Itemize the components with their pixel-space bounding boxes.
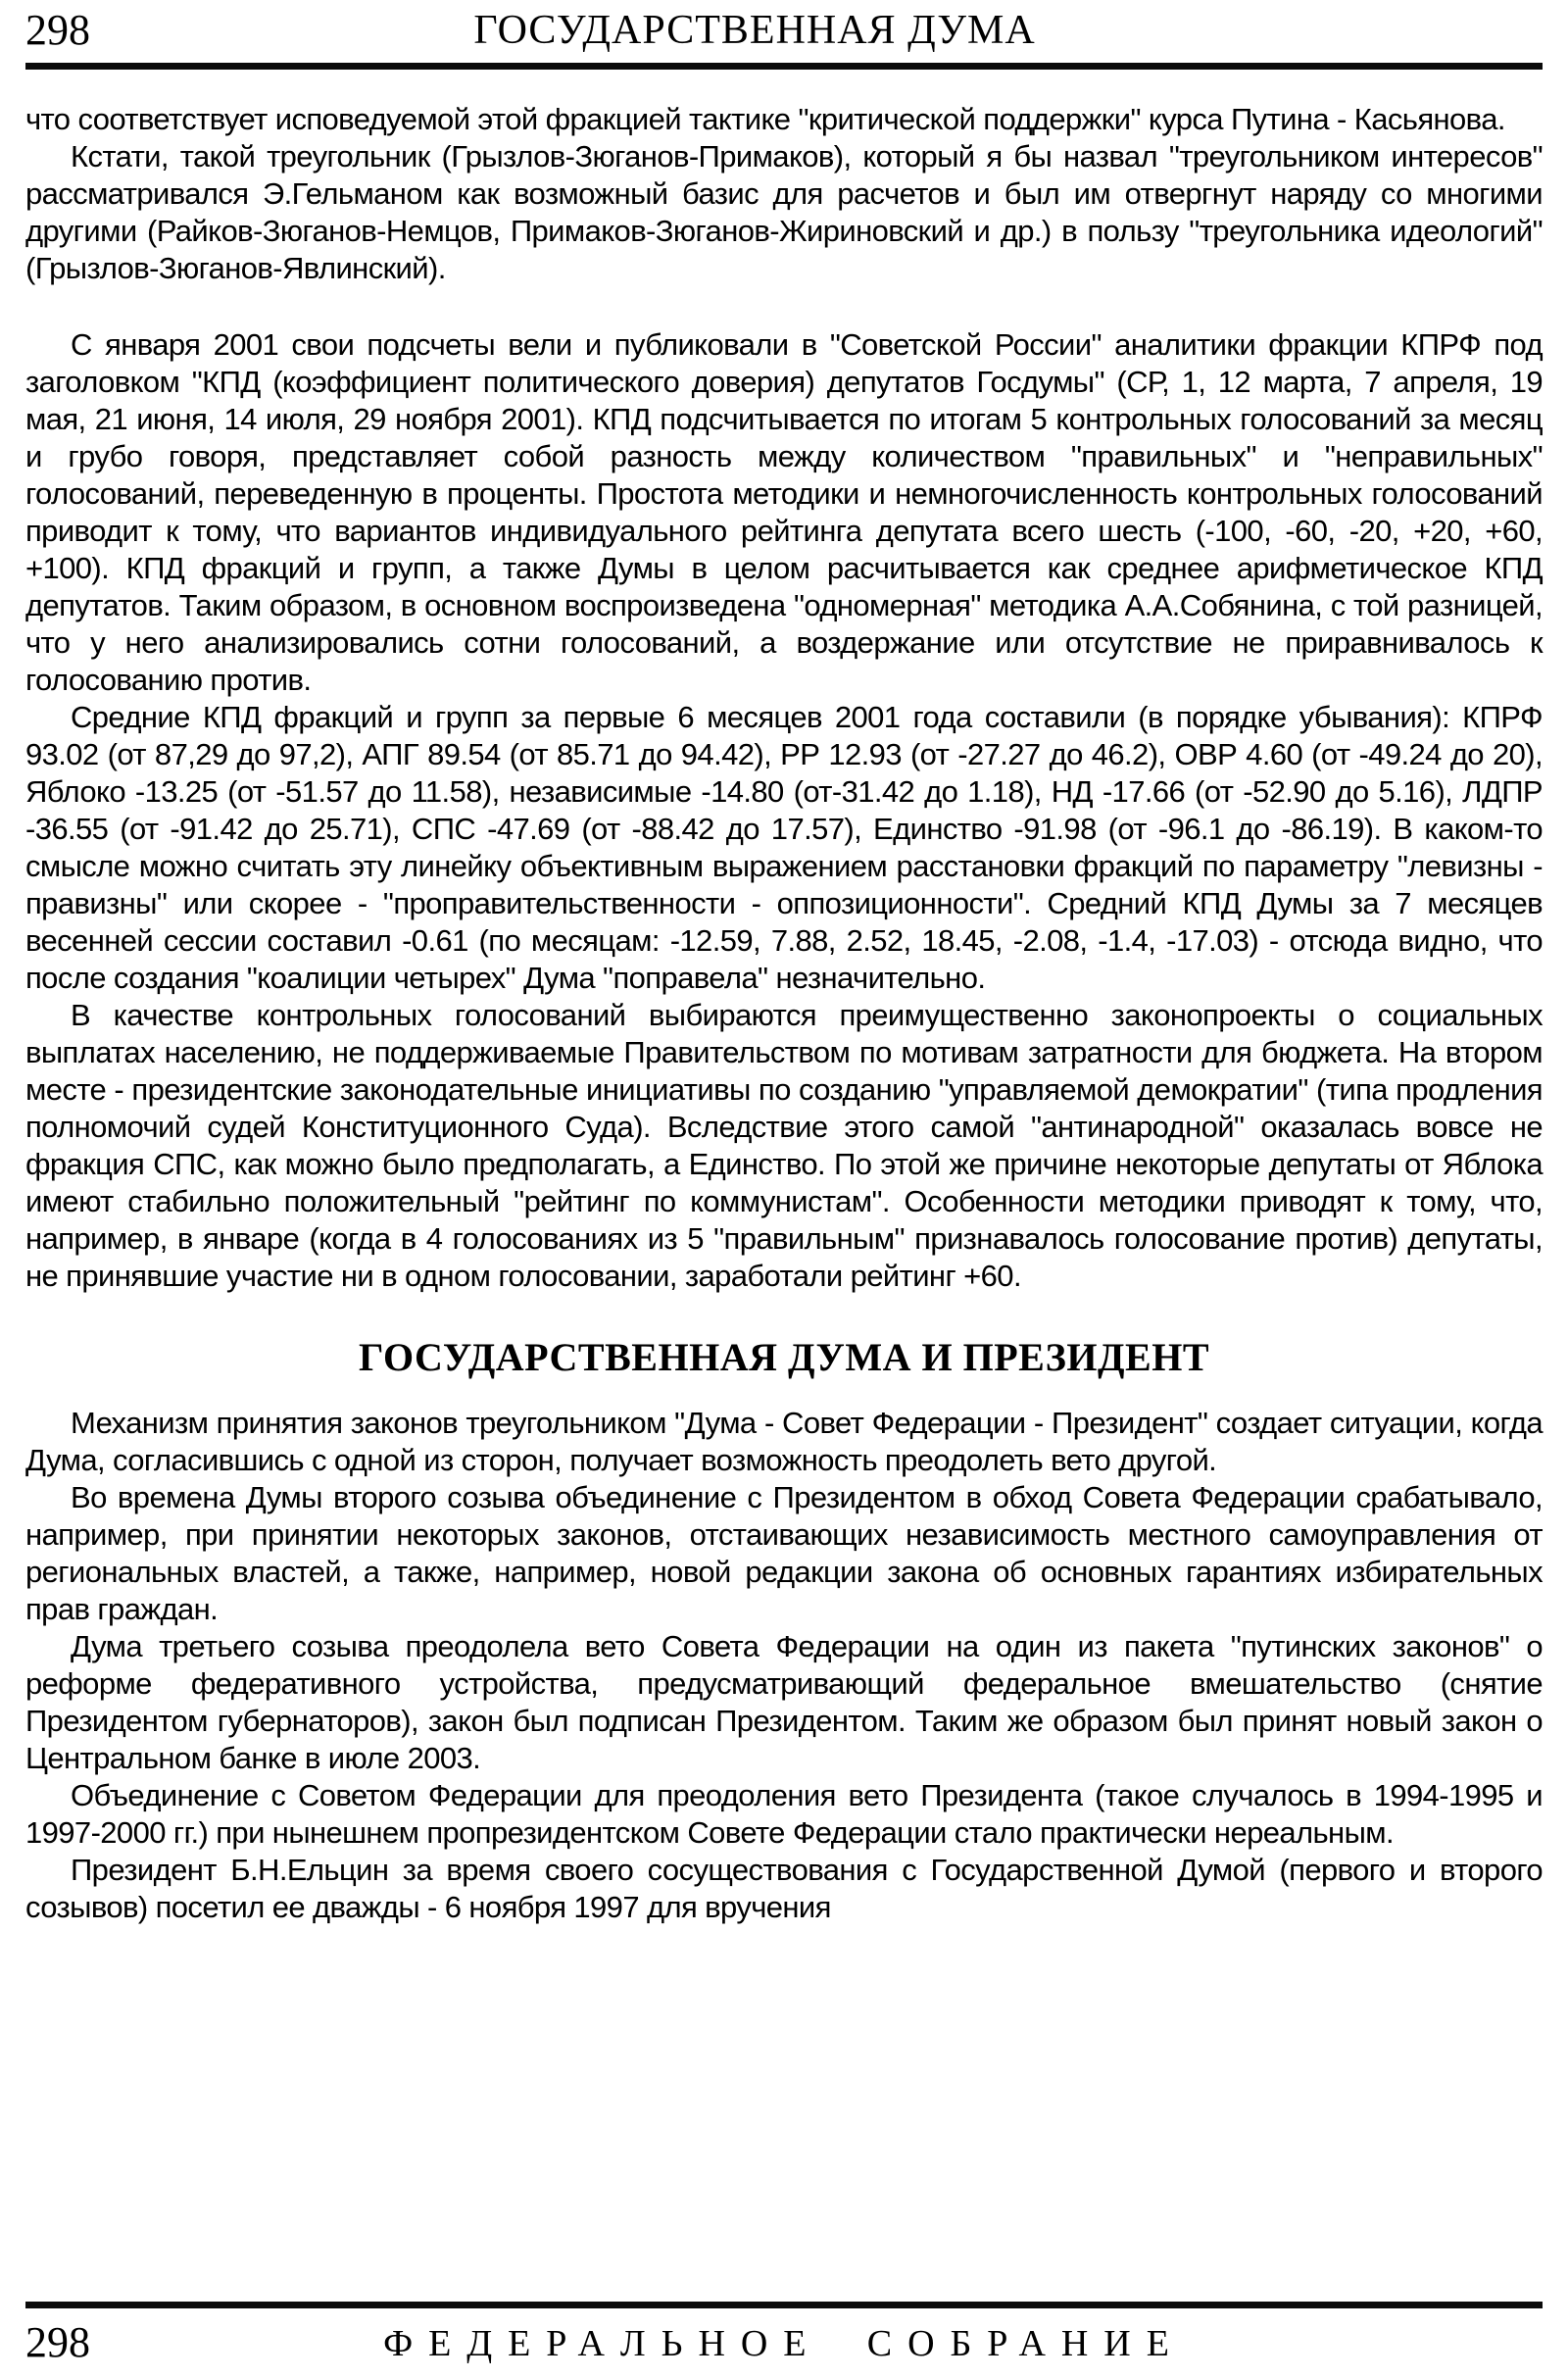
body-paragraph: С января 2001 свои подсчеты вели и публиковали в "Советской России" аналитики фракции КПРФ под заголовком "КПД (коэффициент политического доверия) депутатов Госдумы" (СР, 1, 12 марта, 7 апреля, 19 мая, 21 июня, 14 июля, 29 ноября 2001). КПД подсчитывается по итогам 5 контрольных голосований за месяц и грубо говоря, представляет собой разность между количеством "правильных" и "неправильных" голосований, переведенную в проценты. Простота методики и немногочисленность контрольных голосований приводит к тому, что вариантов индивидуального рейтинга депутата всего шесть (-100, -60, -20, +20, +60, +100). КПД фракций и групп, а также Думы в целом расчитывается как среднее арифметическое КПД депутатов. Таким образом, в основном воспроизведена "одномерная" методика А.А.Собянина, с той разницей, что у него анализировались сотни голосований, а воздержание или отсутствие не приравнивалось к голосованию против.	[25, 327, 1543, 697]
body-paragraph: Во времена Думы второго созыва объединение с Президентом в обход Совета Федерации срабатывало, например, при принятии некоторых законов, отстаивающих независимость местного самоуправления от региональных властей, а также, например, новой редакции закона об основных гарантиях избирательных прав граждан.	[25, 1480, 1543, 1626]
header-rule	[25, 63, 1543, 70]
page-footer	[25, 2284, 1543, 2369]
header-title: ГОСУДАРСТВЕННАЯ ДУМА	[473, 8, 1036, 53]
body-content	[25, 101, 1543, 2284]
header-page-number: 298	[25, 6, 90, 54]
body-paragraph: В качестве контрольных голосований выбираются преимущественно законопроекты о социальных выплатах населению, не поддерживаемые Правительством по мотивам затратности для бюджета. На втором месте - президентские законодательные инициативы по созданию "управляемой демократии" (типа продления полномочий судей Конституционного Суда). Вследствие этого самой "антинародной" оказалась вовсе не фракция СПС, как можно было предполагать, а Единство. По этой же причине некоторые депутаты от Яблока имеют стабильно положительный "рейтинг по коммунистам". Особенности методики приводят к тому, что, например, в январе (когда в 4 голосованиях из 5 "правильным" признавалось голосование против) депутаты, не принявшие участие ни в одном голосовании, заработали рейтинг +60.	[25, 998, 1543, 1293]
footer-rule	[25, 2302, 1543, 2308]
section-heading: ГОСУДАРСТВЕННАЯ ДУМА И ПРЕЗИДЕНТ	[358, 1335, 1210, 1379]
body-paragraph: Средние КПД фракций и групп за первые 6 месяцев 2001 года составили (в порядке убывания): КПРФ 93.02 (от 87,29 до 97,2), АПГ 89.54 (от 85.71 до 94.42), РР 12.93 (от -27.27 до 46.2), ОВР 4.60 (от -49.24 до 20), Яблоко -13.25 (от -51.57 до 11.58), независимые -14.80 (от-31.42 до 1.18), НД -17.66 (от -52.90 до 5.16), ЛДПР -36.55 (от -91.42 до 25.71), СПС -47.69 (от -88.42 до 17.57), Единство -91.98 (от -96.1 до -86.19). В каком-то смысле можно считать эту линейку объективным выражением расстановки фракций по параметру "левизны - правизны" или скорее - "проправительственности - оппозиционности". Средний КПД Думы за 7 месяцев весенней сессии составил -0.61 (по месяцам: -12.59, 7.88, 2.52, 18.45, -2.08, -1.4, -17.03) - отсюда видно, что после создания "коалиции четырех" Дума "поправела" незначительно.	[25, 700, 1543, 995]
body-paragraph: Объединение с Советом Федерации для преодоления вето Президента (такое случалось в 1994-1995 и 1997-2000 гг.) при нынешнем пропрезидентском Совете Федерации стало практически нереальным.	[25, 1778, 1543, 1850]
body-paragraph: что соответствует исповедуемой этой фракцией тактике "критической поддержки" курса Путина - Касьянова.	[25, 102, 1505, 136]
body-paragraph: Дума третьего созыва преодолела вето Совета Федерации на один из пакета "путинских законов" о реформе федеративного устройства, предусматривающий федеральное вмешательство (снятие Президентом губернаторов), закон был подписан Президентом. Таким же образом был принят новый закон о Центральном банке в июле 2003.	[25, 1629, 1543, 1775]
running-head	[25, 6, 1543, 57]
body-paragraph: Президент Б.Н.Ельцин за время своего сосуществования с Государственной Думой (первого и второго созывов) посетил ее дважды - 6 ноября 1997 для вручения	[25, 1853, 1543, 1924]
footer-title: ФЕДЕРАЛЬНОЕ СОБРАНИЕ	[383, 2323, 1185, 2364]
footer-page-number: 298	[25, 2318, 90, 2366]
body-paragraph: Кстати, такой треугольник (Грызлов-Зюганов-Примаков), который я бы назвал "треугольником интересов" рассматривался Э.Гельманом как возможный базис для расчетов и был им отвергнут наряду со многими другими (Райков-Зюганов-Немцов, Примаков-Зюганов-Жириновский и др.) в пользу "треугольника идеологий" (Грызлов-Зюганов-Явлинский).	[25, 139, 1543, 285]
footer-row	[25, 2318, 1543, 2369]
body-paragraph: Механизм принятия законов треугольником "Дума - Совет Федерации - Президент" создает ситуации, когда Дума, согласившись с одной из сторон, получает возможность преодолеть вето другой.	[25, 1406, 1543, 1477]
